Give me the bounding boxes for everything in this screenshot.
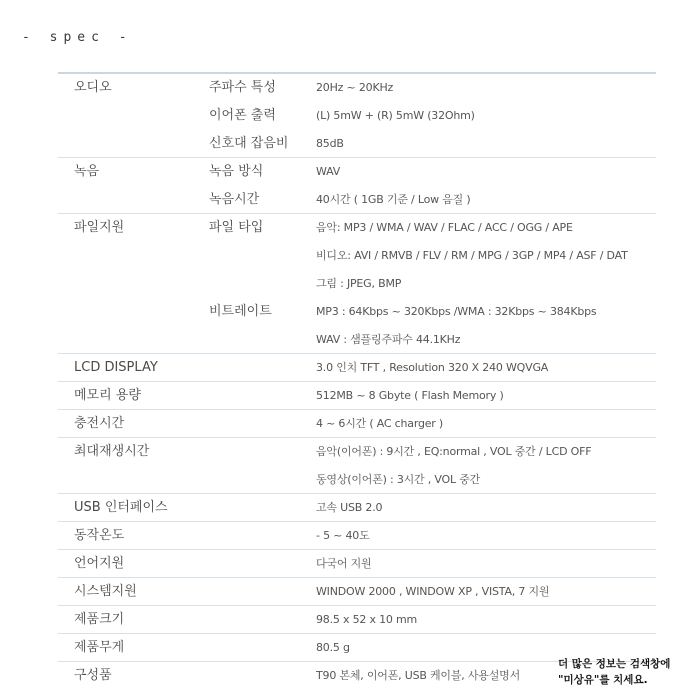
spec-value: MP3 : 64Kbps ~ 320Kbps /WMA : 32Kbps ~ 384Kbps [316, 305, 597, 318]
spec-category: USB 인터페이스 [74, 500, 168, 515]
footer-note-line1: 더 많은 정보는 검색창에 [558, 658, 671, 670]
spec-value: 비디오: AVI / RMVB / FLV / RM / MPG / 3GP / MP4 / ASF / DAT [316, 249, 628, 262]
spec-category: 충전시간 [74, 416, 125, 431]
spec-row [58, 494, 656, 522]
spec-row [58, 578, 656, 606]
spec-value: 동영상(이어폰) : 3시간 , VOL 중간 [316, 473, 481, 486]
spec-value: 다국어 지원 [316, 557, 372, 570]
spec-row [58, 130, 656, 158]
spec-subcategory: 녹음 방식 [209, 164, 264, 179]
spec-category: 메모리 용량 [74, 388, 141, 403]
footer-note-line2: "미상유"를 치세요. [558, 674, 648, 686]
spec-value: 98.5 x 52 x 10 mm [316, 613, 418, 626]
spec-row [58, 102, 656, 130]
spec-row [58, 74, 656, 102]
spec-value: 20Hz ~ 20KHz [316, 81, 394, 94]
spec-category: 최대재생시간 [74, 444, 150, 459]
spec-category: 파일지원 [74, 220, 125, 235]
spec-row [58, 354, 656, 382]
spec-row [58, 438, 656, 466]
spec-row [58, 466, 656, 494]
spec-value: 3.0 인치 TFT , Resolution 320 X 240 WQVGA [316, 361, 549, 374]
spec-row [58, 326, 656, 354]
spec-row [58, 522, 656, 550]
spec-row [58, 606, 656, 634]
spec-subcategory: 신호대 잡음비 [209, 136, 289, 151]
spec-category: 시스템지원 [74, 584, 137, 599]
spec-value: 4 ~ 6시간 ( AC charger ) [316, 417, 444, 430]
footer-note [558, 656, 670, 688]
spec-subcategory: 주파수 특성 [209, 80, 276, 95]
spec-value: 음악: MP3 / WMA / WAV / FLAC / ACC / OGG / APE [316, 221, 573, 234]
spec-subcategory: 이어폰 출력 [209, 108, 276, 123]
spec-category: 언어지원 [74, 556, 125, 571]
spec-category: LCD DISPLAY [74, 360, 158, 375]
spec-row [58, 214, 656, 242]
spec-subcategory: 파일 타입 [209, 220, 264, 235]
spec-row [58, 550, 656, 578]
spec-row [58, 242, 656, 270]
spec-value: 40시간 ( 1GB 기준 / Low 음질 ) [316, 193, 471, 206]
spec-category: 오디오 [74, 80, 112, 95]
spec-row [58, 382, 656, 410]
spec-category: 구성품 [74, 668, 112, 683]
spec-subcategory: 비트레이트 [209, 304, 272, 319]
spec-value: T90 본체, 이어폰, USB 케이블, 사용설명서 [316, 669, 521, 682]
spec-row [58, 298, 656, 326]
spec-value: 80.5 g [316, 641, 350, 654]
spec-table [58, 72, 656, 690]
spec-subcategory: 녹음시간 [209, 192, 260, 207]
spec-category: 동작온도 [74, 528, 125, 543]
spec-value: WAV : 샘플링주파수 44.1KHz [316, 333, 461, 346]
spec-value: WAV [316, 165, 341, 178]
spec-row [58, 158, 656, 186]
spec-row [58, 186, 656, 214]
spec-category: 제품무게 [74, 640, 125, 655]
spec-value: 그림 : JPEG, BMP [316, 277, 402, 290]
spec-value: 512MB ~ 8 Gbyte ( Flash Memory ) [316, 389, 504, 402]
spec-value: 음악(이어폰) : 9시간 , EQ:normal , VOL 중간 / LCD OFF [316, 445, 592, 458]
spec-value: 85dB [316, 137, 344, 150]
spec-category: 제품크기 [74, 612, 125, 627]
spec-row [58, 410, 656, 438]
spec-row [58, 270, 656, 298]
spec-value: (L) 5mW + (R) 5mW (32Ohm) [316, 109, 475, 122]
spec-value: - 5 ~ 40도 [316, 529, 370, 542]
spec-value: WINDOW 2000 , WINDOW XP , VISTA, 7 지원 [316, 585, 550, 598]
page-title: - spec - [22, 30, 133, 45]
spec-value: 고속 USB 2.0 [316, 501, 383, 514]
spec-category: 녹음 [74, 164, 100, 179]
